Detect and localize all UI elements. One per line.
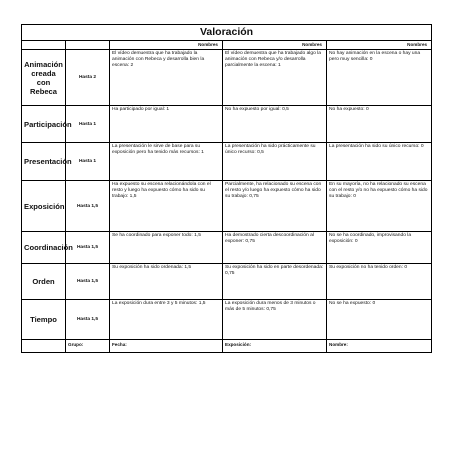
criterion-label: Orden — [22, 264, 66, 300]
level-description-mid: Ha demostrado cierta descoordinación al exponer: 0,75 — [223, 232, 327, 264]
title-row — [22, 25, 432, 41]
level-description-high: La presentación le sirve de base para su exposición pero ha tenido más recursos: 1 — [110, 143, 223, 181]
max-score: Hasta 2 — [66, 50, 110, 106]
criterion-label: Tiempo — [22, 300, 66, 340]
rubric-row-orden — [22, 264, 432, 300]
rubric-row-participacion — [22, 106, 432, 143]
max-score: Hasta 1 — [66, 106, 110, 143]
level-description-mid: Su exposición ha sido en parte desordenada: 0,75 — [223, 264, 327, 300]
fecha-field: Fecha: — [110, 340, 223, 353]
header-empty-max — [66, 41, 110, 50]
header-nombres-1: Nombres — [110, 41, 223, 50]
max-score: Hasta 1 — [66, 143, 110, 181]
criterion-label: Coordinación — [22, 232, 66, 264]
level-description-low: En su mayoría, no ha relacionado su escena con el resto y/o no ha expuesto cómo ha sido su trabajo: 0 — [327, 181, 432, 232]
exposicion-field: Exposición: — [223, 340, 327, 353]
level-description-mid: La exposición dura menos de 3 minutos o más de 5 minutos: 0,75 — [223, 300, 327, 340]
level-description-low: Su exposición no ha tenido orden: 0 — [327, 264, 432, 300]
nombre-field: Nombre: — [327, 340, 432, 353]
rubric-row-presentacion — [22, 143, 432, 181]
criterion-label: Animación creada con Rebeca — [22, 50, 66, 106]
level-description-low: No ha expuesto: 0 — [327, 106, 432, 143]
level-description-mid: No ha expuesto por igual: 0,5 — [223, 106, 327, 143]
rubric-row-exposicion — [22, 181, 432, 232]
footer-row — [22, 340, 432, 353]
criterion-label: Participación — [22, 106, 66, 143]
rubric-row-coordinacion — [22, 232, 432, 264]
level-description-mid: Parcialmente, ha relacionado su escena con el resto y/o luego ha expuesto cómo ha sido su trabajo: 0,75 — [223, 181, 327, 232]
header-nombres-3: Nombres — [327, 41, 432, 50]
valoracion-rubric-table — [21, 24, 432, 353]
max-score: Hasta 1,5 — [66, 264, 110, 300]
criterion-label: Exposición — [22, 181, 66, 232]
level-description-low: No se ha coordinado, improvisando la exposición: 0 — [327, 232, 432, 264]
criterion-label: Presentación — [22, 143, 66, 181]
level-description-high: El vídeo demuestra que ha trabajado la animación con Rebeca y desarrolla bien la escena: 2 — [110, 50, 223, 106]
rubric-title: Valoración — [22, 25, 432, 41]
header-empty-criterion — [22, 41, 66, 50]
level-description-high: Se ha coordinado para exponer todo: 1,5 — [110, 232, 223, 264]
level-description-high: Su exposición ha sido ordenada: 1,5 — [110, 264, 223, 300]
level-description-high: La exposición dura entre 3 y 5 minutos: 1,5 — [110, 300, 223, 340]
header-nombres-2: Nombres — [223, 41, 327, 50]
footer-empty — [22, 340, 66, 353]
max-score: Hasta 1,5 — [66, 181, 110, 232]
level-description-mid: La presentación ha sido prácticamente su único recurso: 0,5 — [223, 143, 327, 181]
header-row — [22, 41, 432, 50]
max-score: Hasta 1,5 — [66, 232, 110, 264]
max-score: Hasta 1,5 — [66, 300, 110, 340]
level-description-mid: El vídeo demuestra que ha trabajado algo la animación con Rebeca y/o desarrolla parcialmente la escena: 1 — [223, 50, 327, 106]
rubric-row-animacion — [22, 50, 432, 106]
level-description-high: Ha participado por igual: 1 — [110, 106, 223, 143]
level-description-low: La presentación ha sido su único recurso: 0 — [327, 143, 432, 181]
level-description-low: No hay animación en la escena o hay una pero muy sencilla: 0 — [327, 50, 432, 106]
level-description-high: Ha expuesto su escena relacionándola con el resto y luego ha expuesto cómo ha sido su trabajo: 1,5 — [110, 181, 223, 232]
rubric-row-tiempo — [22, 300, 432, 340]
grupo-field: Grupo: — [66, 340, 110, 353]
level-description-low: No se ha expuesto: 0 — [327, 300, 432, 340]
